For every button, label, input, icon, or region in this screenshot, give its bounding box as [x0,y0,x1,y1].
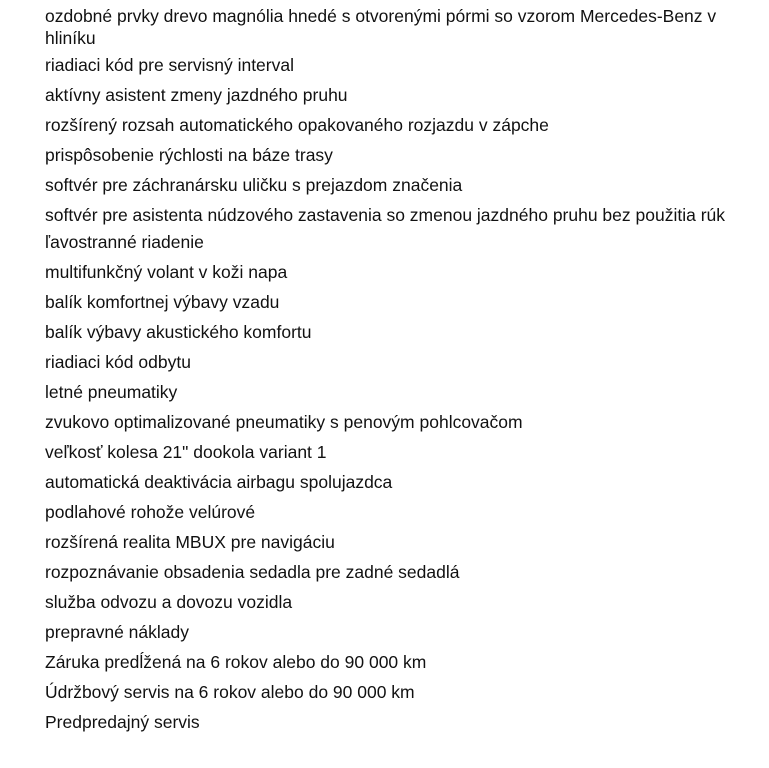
list-item: softvér pre asistenta núdzového zastavenia so zmenou jazdného pruhu bez použitia rúk [45,205,726,225]
list-item: ozdobné prvky drevo magnólia hnedé s otvorenými pórmi so vzorom Mercedes-Benz v hliníku [45,6,717,48]
list-item: služba odvozu a dovozu vozidla [45,592,293,612]
list-item: riadiaci kód odbytu [45,352,191,372]
list-item: rozpoznávanie obsadenia sedadla pre zadné sedadlá [45,562,460,582]
list-item: Záruka predĺžená na 6 rokov alebo do 90 000 km [45,652,427,672]
list-item: rozšírená realita MBUX pre navigáciu [45,532,335,552]
list-item: veľkosť kolesa 21" dookola variant 1 [45,442,327,462]
list-item: rozšírený rozsah automatického opakovaného rozjazdu v zápche [45,115,549,135]
list-item: multifunkčný volant v koži napa [45,262,288,282]
list-item: prispôsobenie rýchlosti na báze trasy [45,145,333,165]
list-item: balík komfortnej výbavy vzadu [45,292,280,312]
list-item: aktívny asistent zmeny jazdného pruhu [45,85,348,105]
feature-list [45,5,755,741]
list-item: automatická deaktivácia airbagu spolujazdca [45,472,393,492]
list-item: softvér pre záchranársku uličku s prejazdom značenia [45,175,463,195]
list-item: riadiaci kód pre servisný interval [45,55,294,75]
list-item: Údržbový servis na 6 rokov alebo do 90 000 km [45,682,415,702]
list-item: letné pneumatiky [45,382,178,402]
list-item: prepravné náklady [45,622,189,642]
list-item: balík výbavy akustického komfortu [45,322,312,342]
list-item: podlahové rohože velúrové [45,502,256,522]
list-item: zvukovo optimalizované pneumatiky s penovým pohlcovačom [45,412,523,432]
list-item: ľavostranné riadenie [45,232,204,252]
list-item: Predpredajný servis [45,712,200,732]
